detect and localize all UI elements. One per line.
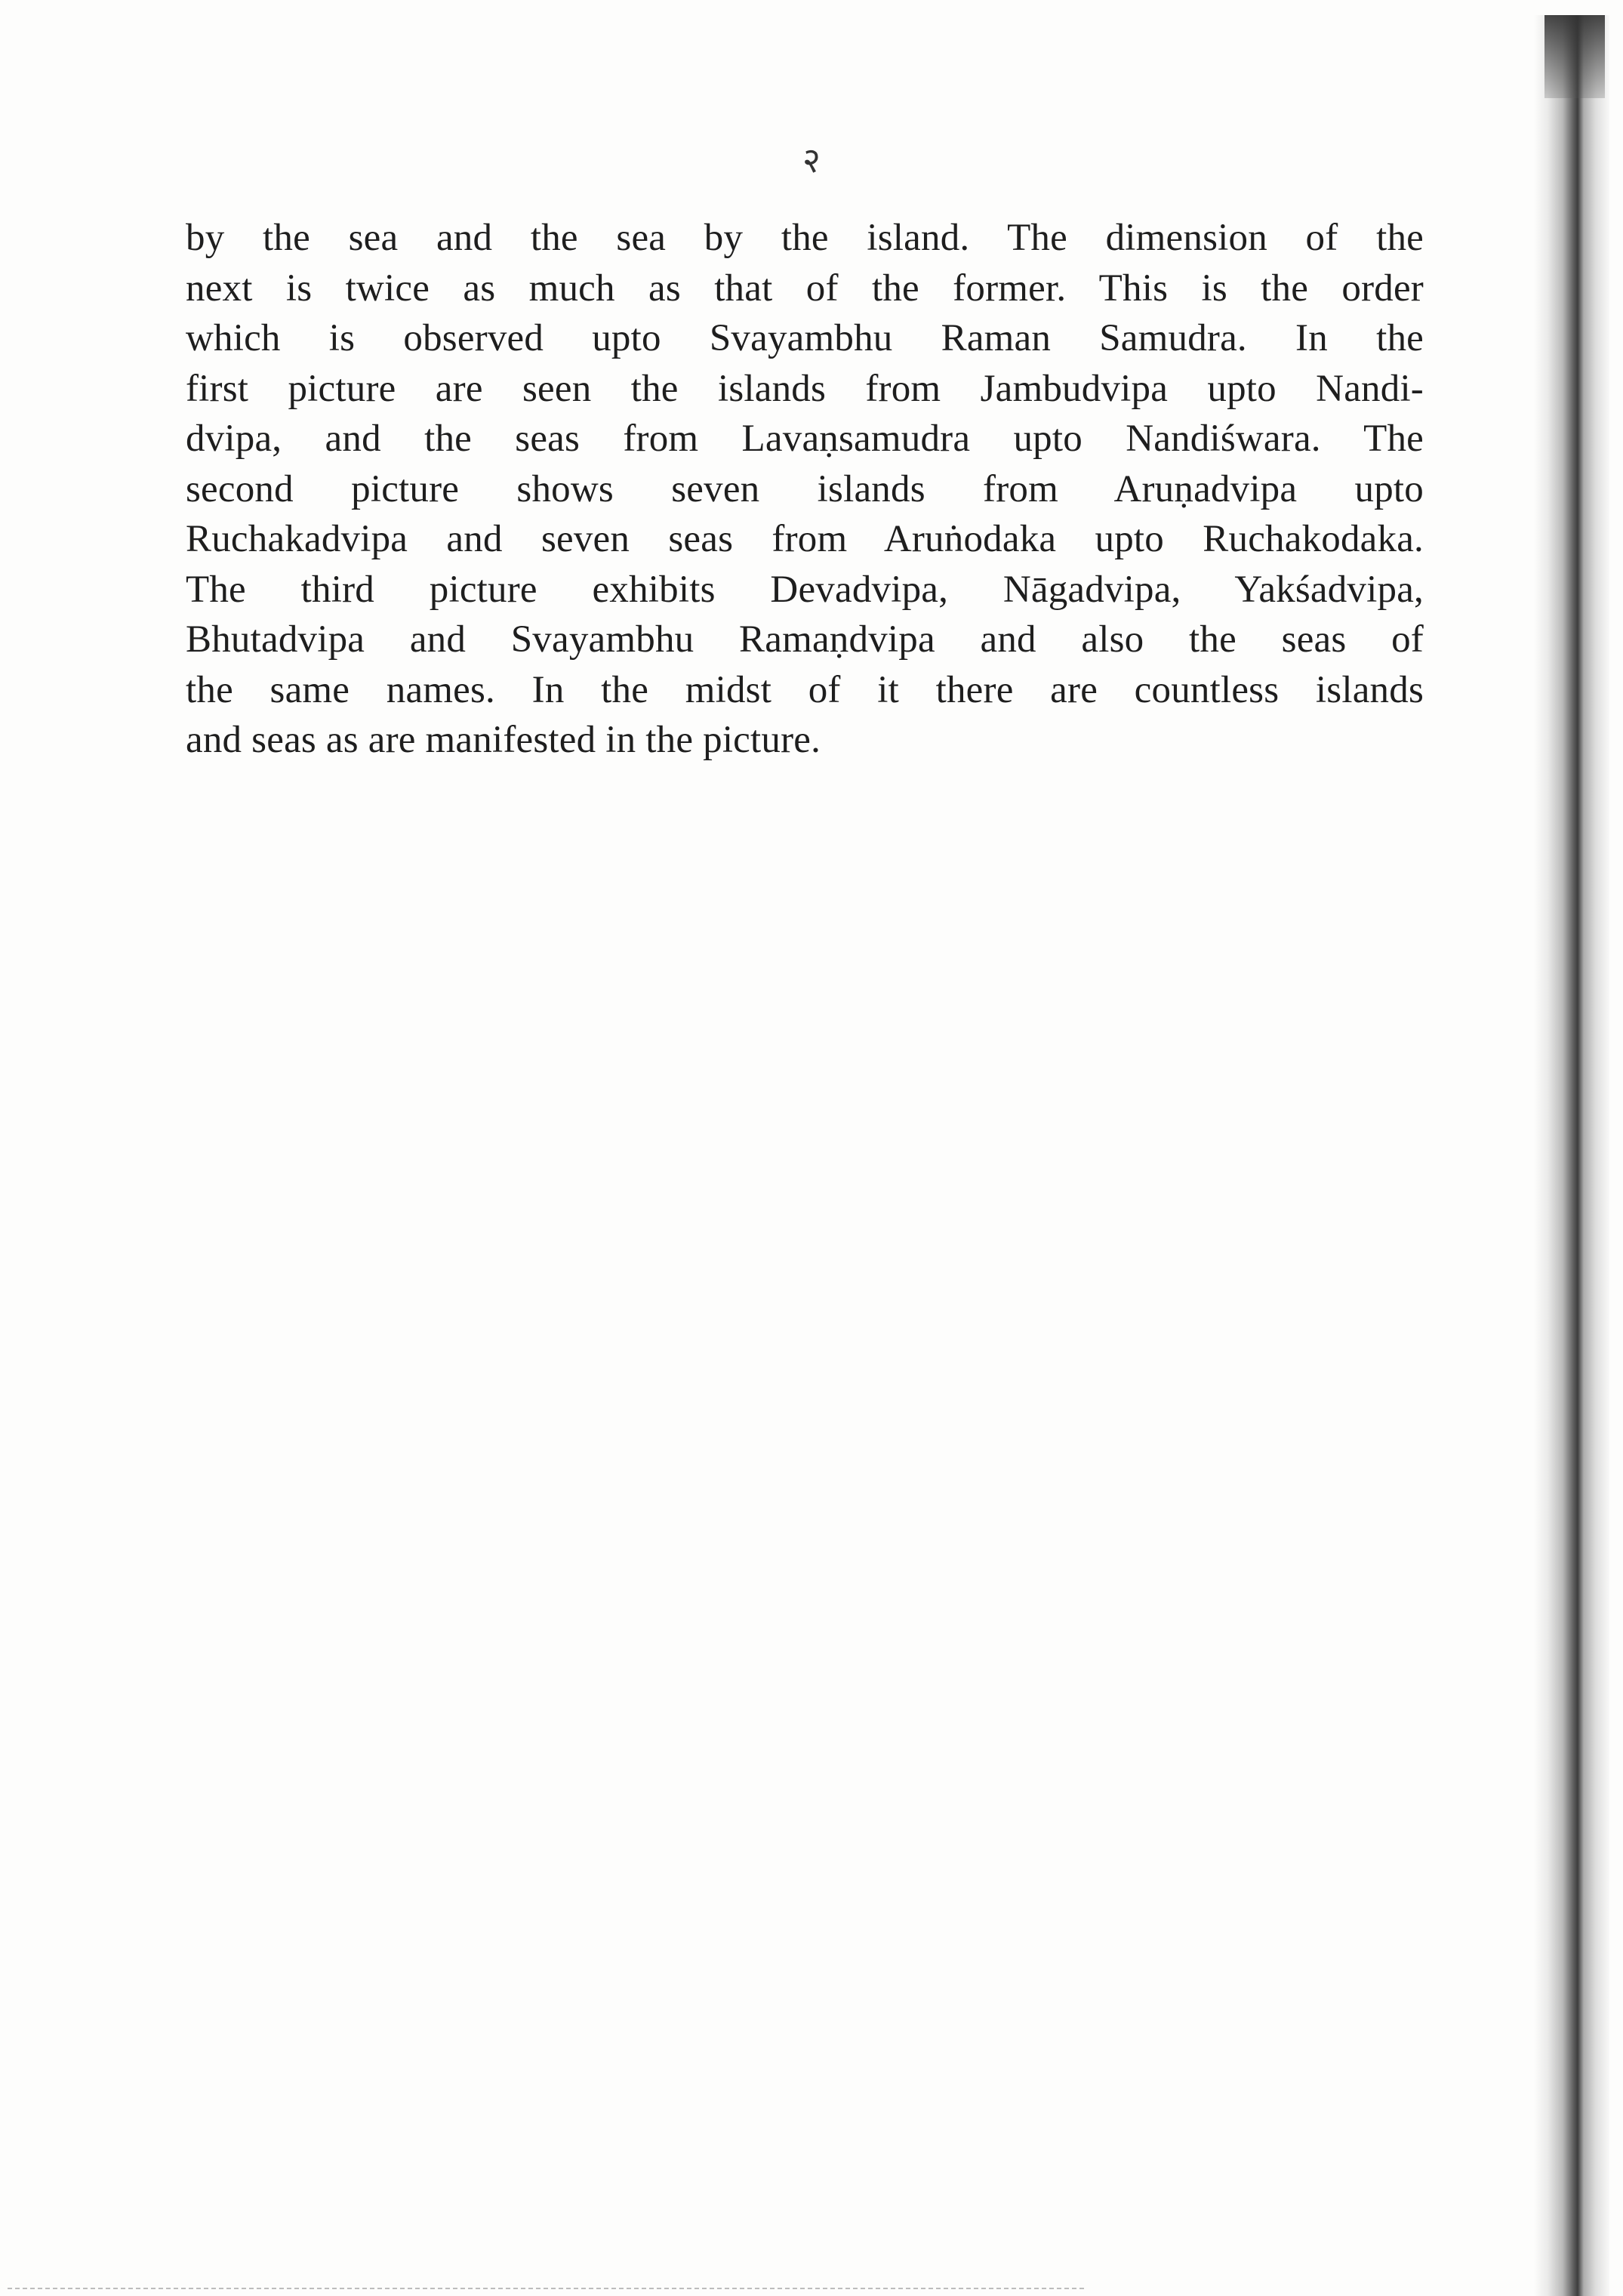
paragraph-line: Bhutadvipa and Svayambhu Ramaṇdvipa and also the seas of — [186, 618, 1424, 661]
paragraph-line: second picture shows seven islands from Aruṇadvipa upto — [186, 467, 1424, 510]
paragraph-line: first picture are seen the islands from Jambudvipa upto Nandi- — [186, 367, 1424, 410]
paragraph-line: next is twice as much as that of the former. This is the order — [186, 267, 1424, 310]
paragraph-line: The third picture exhibits Devadvipa, Nāgadvipa, Yakśadvipa, — [186, 568, 1424, 611]
scan-page-edge-shadow — [1534, 15, 1609, 2296]
paragraph-line: and seas as are manifested in the picture. — [186, 719, 821, 761]
paragraph-line: by the sea and the sea by the island. The dimension of the — [186, 217, 1424, 259]
body-paragraph — [186, 213, 1424, 766]
paragraph-line: Ruchakadvipa and seven seas from Aruṅodaka upto Ruchakodaka. — [186, 518, 1424, 560]
scan-page-edge-top — [1544, 15, 1605, 98]
page-number: २ — [802, 140, 821, 180]
paragraph-line: which is observed upto Svayambhu Raman Samudra. In the — [186, 317, 1424, 359]
scan-bottom-edge — [8, 2288, 1087, 2289]
paragraph-line: dvipa, and the seas from Lavaṇsamudra upto Nandiśwara. The — [186, 418, 1424, 460]
paragraph-line: the same names. In the midst of it there are countless islands — [186, 668, 1424, 711]
